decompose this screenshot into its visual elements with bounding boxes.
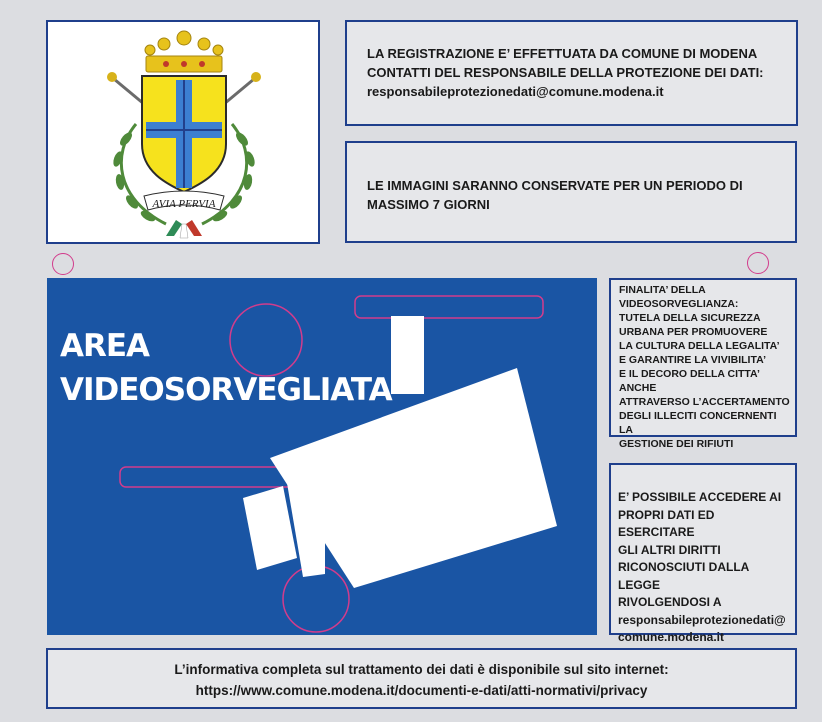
purpose-line: DEGLI ILLECITI CONCERNENTI LA bbox=[619, 410, 777, 436]
retention-line-1: LE IMMAGINI SARANNO CONSERVATE PER UN PERIODO DI bbox=[367, 178, 743, 193]
purpose-line: TUTELA DELLA SICUREZZA bbox=[619, 312, 761, 324]
purpose-line: VIDEOSORVEGLIANZA: bbox=[619, 298, 739, 310]
purpose-line: E GARANTIRE LA VIVIBILITA’ bbox=[619, 354, 767, 366]
retention-line-2: MASSIMO 7 GIORNI bbox=[367, 197, 490, 212]
city-crest-panel bbox=[46, 20, 320, 244]
surveillance-sign-panel bbox=[47, 278, 597, 635]
access-email-line: responsabileprotezionedati@ bbox=[618, 612, 786, 627]
registration-line-2: CONTATTI DEL RESPONSABILE DELLA PROTEZIONE DEI DATI: bbox=[367, 65, 764, 80]
registration-line-1: LA REGISTRAZIONE E’ EFFETTUATA DA COMUNE DI MODENA bbox=[367, 46, 758, 61]
purpose-line: URBANA PER PROMUOVERE bbox=[619, 326, 768, 338]
sign-title-line-1: AREA bbox=[60, 328, 150, 364]
access-line: RIVOLGENDOSI A bbox=[618, 595, 722, 609]
purpose-line: E IL DECORO DELLA CITTA’ ANCHE bbox=[619, 368, 760, 394]
footer-privacy-url[interactable]: https://www.comune.modena.it/documenti-e-dati/atti-normativi/privacy bbox=[195, 683, 648, 698]
access-line: PROPRI DATI ED ESERCITARE bbox=[618, 507, 715, 539]
access-email-line: comune.modena.it bbox=[618, 630, 725, 644]
access-line: E’ POSSIBILE ACCEDERE AI bbox=[618, 490, 782, 504]
purpose-line: GESTIONE DEI RIFIUTI bbox=[619, 438, 734, 450]
purpose-line: LA CULTURA DELLA LEGALITA’ bbox=[619, 340, 780, 352]
data-access-info-box bbox=[609, 463, 797, 644]
privacy-notice-footer bbox=[46, 648, 797, 709]
modena-coat-of-arms-icon bbox=[96, 24, 272, 242]
outline-ring bbox=[52, 253, 74, 275]
sign-title bbox=[60, 324, 392, 412]
sign-title-line-2: VIDEOSORVEGLIATA bbox=[60, 372, 392, 408]
purpose-line: ATTRAVERSO L’ACCERTAMENTO bbox=[619, 396, 790, 408]
outline-ring bbox=[747, 252, 769, 274]
registration-email: responsabileprotezionedati@comune.modena.it bbox=[367, 84, 664, 99]
retention-info-box bbox=[345, 141, 797, 243]
crest-motto: AVIA PERVIA bbox=[152, 198, 216, 210]
access-line: GLI ALTRI DIRITTI bbox=[618, 542, 721, 557]
footer-notice: L’informativa completa sul trattamento dei dati è disponibile sul sito internet: bbox=[174, 662, 669, 677]
registration-info-box bbox=[345, 20, 798, 126]
access-line: RICONOSCIUTI DALLA LEGGE bbox=[618, 560, 749, 592]
purpose-line: FINALITA’ DELLA bbox=[619, 284, 706, 296]
purpose-info-box bbox=[609, 278, 797, 450]
